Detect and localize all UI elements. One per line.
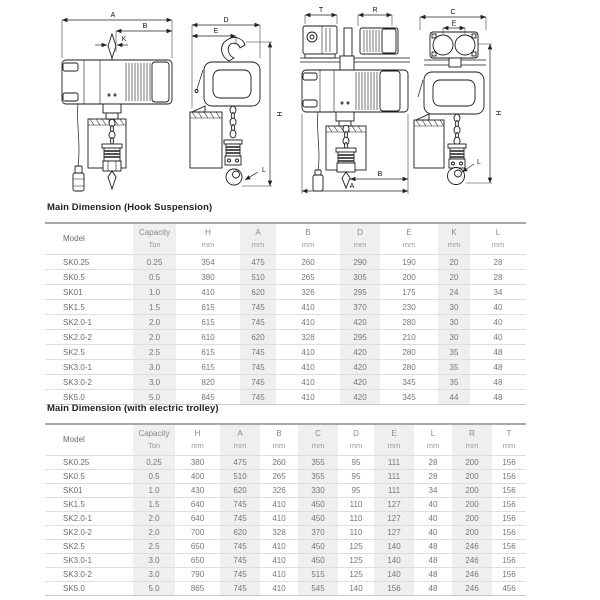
value-cell: 127 [374,526,414,540]
dim-label-a: A [349,183,355,190]
value-cell: 111 [374,456,414,470]
value-cell: 1.5 [133,498,175,512]
column-header-a: A mm [240,223,276,255]
value-cell: 295 [340,330,380,345]
value-cell: 48 [414,568,452,582]
table-row [45,285,526,300]
dim-label-t: T [318,7,324,14]
drawing-hook-suspension-side [190,17,282,186]
column-header-l: L mm [491,228,505,249]
value-cell: 620 [240,330,276,345]
value-cell: 2.0 [133,315,176,330]
table-row [45,345,526,360]
table-row [45,526,526,540]
value-cell: 200 [380,270,438,285]
dim-label-d: D [223,17,229,24]
value-cell: 265 [260,470,298,484]
value-cell: 200 [452,484,492,498]
value-cell: 456 [492,582,526,596]
value-cell: 865 [175,582,220,596]
table-row [45,568,526,582]
pendant-control [73,173,84,191]
value-cell: 40 [470,330,526,345]
drawing-trolley-front [300,7,410,194]
value-cell: 345 [380,375,438,390]
value-cell: 30 [438,300,470,315]
value-cell: 34 [414,484,452,498]
value-cell: 295 [340,285,380,300]
table-row [45,255,526,270]
value-cell: 190 [380,255,438,270]
value-cell: 0.25 [133,255,176,270]
value-cell: 200 [452,526,492,540]
value-cell: 140 [374,540,414,554]
value-cell: 745 [220,540,260,554]
value-cell: 30 [438,330,470,345]
column-header-b: B mm [272,429,286,450]
value-cell: 2.0 [133,526,175,540]
value-cell: 620 [220,526,260,540]
value-cell: 48 [470,375,526,390]
model-cell: SK01 [45,285,133,300]
value-cell: 24 [438,285,470,300]
value-cell: 200 [452,470,492,484]
value-cell: 650 [175,540,220,554]
value-cell: 410 [260,512,298,526]
value-cell: 210 [380,330,438,345]
value-cell: 410 [260,554,298,568]
model-cell: SK0.5 [45,470,133,484]
value-cell: 30 [438,315,470,330]
value-cell: 745 [220,568,260,582]
value-cell: 28 [414,456,452,470]
value-cell: 156 [492,568,526,582]
value-cell: 345 [380,390,438,405]
value-cell: 40 [470,315,526,330]
table1-title: Main Dimension (Hook Suspension) [47,202,213,213]
value-cell: 1.0 [133,285,176,300]
value-cell: 2.5 [133,345,176,360]
value-cell: 640 [175,512,220,526]
value-cell: 615 [176,315,240,330]
table-row [45,375,526,390]
dim-label-r: R [372,7,378,14]
model-cell: SK0.25 [45,255,133,270]
value-cell: 326 [276,285,340,300]
value-cell: 156 [492,540,526,554]
model-cell: SK2.0-2 [45,526,133,540]
value-cell: 265 [276,270,340,285]
column-header-b: B mm [301,228,315,249]
value-cell: 420 [340,345,380,360]
dim-label-e: E [451,20,457,28]
value-cell: 280 [380,315,438,330]
value-cell: 0.5 [133,470,175,484]
column-header-d: D mm [349,429,363,450]
value-cell: 475 [240,255,276,270]
value-cell: 475 [220,456,260,470]
value-cell: 545 [298,582,338,596]
value-cell: 280 [380,345,438,360]
value-cell: 420 [340,315,380,330]
value-cell: 260 [276,255,340,270]
value-cell: 650 [175,554,220,568]
value-cell: 450 [298,498,338,512]
table-row [45,484,526,498]
value-cell: 370 [340,300,380,315]
value-cell: 450 [298,540,338,554]
model-cell: SK2.0-1 [45,315,133,330]
value-cell: 1.5 [133,300,176,315]
value-cell: 745 [240,360,276,375]
drawing-trolley-side [414,9,501,185]
value-cell: 140 [374,554,414,568]
model-cell: SK0.25 [45,456,133,470]
column-header-e: E mm [402,228,416,249]
value-cell: 40 [414,498,452,512]
value-cell: 48 [414,582,452,596]
value-cell: 745 [220,582,260,596]
value-cell: 48 [414,554,452,568]
value-cell: 28 [414,470,452,484]
value-cell: 156 [492,526,526,540]
value-cell: 48 [470,345,526,360]
value-cell: 745 [220,554,260,568]
dim-label-h: H [275,111,282,117]
value-cell: 175 [380,285,438,300]
table-row [45,315,526,330]
model-cell: SK1.5 [45,498,133,512]
value-cell: 3.0 [133,360,176,375]
dim-label-k: K [121,36,127,43]
value-cell: 95 [338,456,374,470]
table-row [45,360,526,375]
value-cell: 615 [176,360,240,375]
value-cell: 40 [414,526,452,540]
value-cell: 0.5 [133,270,176,285]
value-cell: 410 [276,390,340,405]
value-cell: 745 [240,315,276,330]
table-row [45,498,526,512]
value-cell: 35 [438,345,470,360]
value-cell: 745 [240,375,276,390]
value-cell: 745 [220,498,260,512]
value-cell: 290 [340,255,380,270]
model-cell: SK5.0 [45,390,133,405]
header-row [45,424,526,456]
hook-suspension-dimension-table [45,222,526,405]
value-cell: 5.0 [133,582,175,596]
model-cell: SK2.5 [45,345,133,360]
model-cell: SK3.0-2 [45,568,133,582]
value-cell: 125 [338,554,374,568]
table-row [45,456,526,470]
value-cell: 380 [176,270,240,285]
value-cell: 110 [338,512,374,526]
value-cell: 400 [175,470,220,484]
value-cell: 5.0 [133,390,176,405]
dim-label-b: B [377,171,383,178]
value-cell: 640 [175,498,220,512]
column-header-l: L mm [426,429,440,450]
value-cell: 34 [470,285,526,300]
value-cell: 200 [452,512,492,526]
value-cell: 280 [380,360,438,375]
table-row [45,582,526,596]
table-row [45,512,526,526]
pendant-cable [318,112,319,170]
value-cell: 3.0 [133,375,176,390]
value-cell: 328 [276,330,340,345]
model-cell: SK2.0-2 [45,330,133,345]
column-header-e: E mm [374,424,414,456]
load-chain [454,114,460,145]
value-cell: 615 [176,345,240,360]
value-cell: 410 [260,498,298,512]
value-cell: 156 [492,456,526,470]
model-cell: SK01 [45,484,133,498]
column-header-d: D mm [340,223,380,255]
value-cell: 0.25 [133,456,175,470]
value-cell: 450 [298,512,338,526]
value-cell: 156 [492,512,526,526]
value-cell: 95 [338,484,374,498]
value-cell: 20 [438,270,470,285]
value-cell: 410 [176,285,240,300]
model-cell: SK1.5 [45,300,133,315]
top-hook [222,38,245,61]
electric-trolley-section [45,403,516,596]
value-cell: 410 [276,360,340,375]
value-cell: 328 [260,526,298,540]
table-row [45,554,526,568]
value-cell: 305 [340,270,380,285]
beam [300,58,410,62]
value-cell: 2.0 [133,330,176,345]
value-cell: 326 [260,484,298,498]
value-cell: 48 [470,390,526,405]
model-cell: SK3.0-2 [45,375,133,390]
value-cell: 610 [176,330,240,345]
drawing-hook-suspension-front [62,12,172,191]
value-cell: 410 [276,300,340,315]
value-cell: 515 [298,568,338,582]
load-chain [230,106,236,138]
table-row [45,470,526,484]
value-cell: 700 [175,526,220,540]
value-cell: 48 [414,540,452,554]
value-cell: 127 [374,498,414,512]
header-row [45,223,526,255]
value-cell: 420 [340,390,380,405]
dim-label-c: C [450,9,456,16]
value-cell: 111 [374,484,414,498]
value-cell: 410 [276,315,340,330]
model-cell: SK2.5 [45,540,133,554]
value-cell: 615 [176,300,240,315]
column-header-t: T mm [502,429,516,450]
column-header-r: R mm [452,424,492,456]
technical-drawings [0,0,600,200]
value-cell: 110 [338,526,374,540]
value-cell: 156 [492,484,526,498]
value-cell: 745 [240,300,276,315]
value-cell: 3.0 [133,554,175,568]
value-cell: 410 [260,540,298,554]
value-cell: 620 [240,285,276,300]
value-cell: 40 [414,512,452,526]
value-cell: 246 [452,568,492,582]
value-cell: 430 [175,484,220,498]
value-cell: 28 [470,270,526,285]
table2-title: Main Dimension (with electric trolley) [47,403,219,414]
value-cell: 48 [470,360,526,375]
value-cell: 156 [492,498,526,512]
value-cell: 330 [298,484,338,498]
value-cell: 620 [220,484,260,498]
dim-label-b: B [142,23,148,30]
column-header-capacity: Capacity Ton [133,424,175,456]
value-cell: 745 [240,345,276,360]
column-header-model: Model [63,434,85,444]
value-cell: 370 [298,526,338,540]
value-cell: 156 [492,554,526,568]
column-header-c: C mm [298,424,338,456]
value-cell: 125 [338,540,374,554]
pendant-control [313,175,323,191]
value-cell: 510 [220,470,260,484]
dim-label-e: E [213,28,219,35]
column-header-capacity: Capacity Ton [133,223,176,255]
table-row [45,300,526,315]
value-cell: 40 [470,300,526,315]
model-cell: SK5.0 [45,582,133,596]
value-cell: 127 [374,512,414,526]
column-header-k: K mm [438,223,470,255]
dim-label-l: L [477,159,481,166]
value-cell: 745 [220,512,260,526]
value-cell: 420 [340,375,380,390]
value-cell: 44 [438,390,470,405]
value-cell: 355 [298,470,338,484]
table-row [45,270,526,285]
value-cell: 510 [240,270,276,285]
value-cell: 246 [452,582,492,596]
value-cell: 410 [260,582,298,596]
value-cell: 355 [298,456,338,470]
value-cell: 410 [260,568,298,582]
dim-label-l: L [262,167,266,174]
value-cell: 110 [338,498,374,512]
value-cell: 2.0 [133,512,175,526]
column-header-model: Model [63,233,85,243]
value-cell: 420 [340,360,380,375]
value-cell: 35 [438,360,470,375]
value-cell: 35 [438,375,470,390]
value-cell: 845 [176,390,240,405]
value-cell: 246 [452,540,492,554]
model-cell: SK2.0-1 [45,512,133,526]
value-cell: 790 [175,568,220,582]
pendant-cable [78,104,79,166]
table-row [45,330,526,345]
value-cell: 156 [492,470,526,484]
value-cell: 745 [240,390,276,405]
value-cell: 95 [338,470,374,484]
dim-label-h: H [494,110,501,116]
load-chain [109,119,115,144]
value-cell: 380 [175,456,220,470]
model-cell: SK3.0-1 [45,554,133,568]
value-cell: 246 [452,554,492,568]
load-chain [343,125,349,149]
model-cell: SK3.0-1 [45,360,133,375]
value-cell: 125 [338,568,374,582]
value-cell: 140 [374,568,414,582]
value-cell: 3.0 [133,568,175,582]
value-cell: 354 [176,255,240,270]
value-cell: 156 [374,582,414,596]
column-header-h: H mm [191,429,204,450]
hook-suspension-section [45,202,510,405]
value-cell: 230 [380,300,438,315]
column-header-h: H mm [201,228,215,249]
model-cell: SK0.5 [45,270,133,285]
value-cell: 140 [338,582,374,596]
value-cell: 450 [298,554,338,568]
electric-trolley-dimension-table [45,423,526,596]
value-cell: 111 [374,470,414,484]
value-cell: 20 [438,255,470,270]
value-cell: 260 [260,456,298,470]
dim-label-a: A [110,12,116,19]
value-cell: 200 [452,498,492,512]
value-cell: 410 [276,375,340,390]
value-cell: 2.5 [133,540,175,554]
value-cell: 200 [452,456,492,470]
column-header-a: A mm [220,424,260,456]
value-cell: 28 [470,255,526,270]
value-cell: 820 [176,375,240,390]
table-row [45,540,526,554]
value-cell: 410 [276,345,340,360]
value-cell: 1.0 [133,484,175,498]
